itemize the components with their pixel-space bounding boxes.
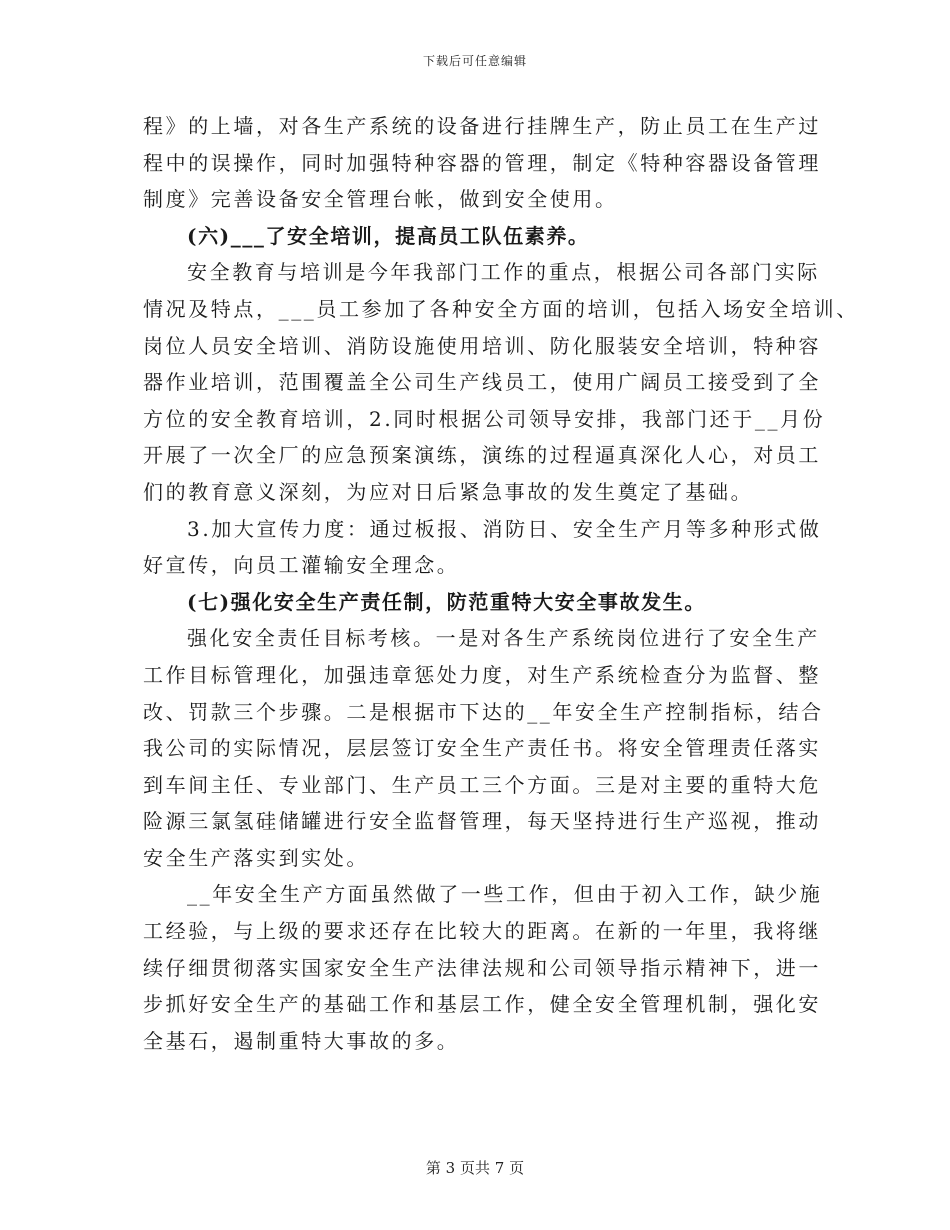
body-text-line: 安全教育与培训是今年我部门工作的重点，根据公司各部门实际 <box>187 260 820 285</box>
body-text-line: 好宣传，向员工灌输安全理念。 <box>143 553 460 578</box>
body-text-line: 岗位人员安全培训、消防设施使用培训、防化服装安全培训，特种容 <box>143 333 821 358</box>
body-text-line: 改、罚款三个步骤。二是根据市下达的__年安全生产控制指标，结合 <box>143 699 824 724</box>
body-text-line: 程中的误操作，同时加强特种容器的管理，制定《特种容器设备管理 <box>143 150 821 175</box>
body-text-line: 方位的安全教育培训，2.同时根据公司领导安排，我部门还于__月份 <box>143 406 826 431</box>
body-text-line: 制度》完善设备安全管理台帐，做到安全使用。 <box>143 187 618 212</box>
body-text-line: 险源三氯氢硅储罐进行安全监督管理，每天坚持进行生产巡视，推动 <box>143 809 821 834</box>
section-heading: (七)强化安全生产责任制，防范重特大安全事故发生。 <box>187 589 706 614</box>
body-text-line: 强化安全责任目标考核。一是对各生产系统岗位进行了安全生产 <box>187 626 820 651</box>
body-text-line: 工经验，与上级的要求还存在比较大的距离。在新的一年里，我将继 <box>143 919 821 944</box>
body-text-line: 步抓好安全生产的基础工作和基层工作，健全安全管理机制，强化安 <box>143 992 821 1017</box>
body-text-line: 全基石，遏制重特大事故的多。 <box>143 1028 460 1053</box>
section-heading: (六)___了安全培训，提高员工队伍素养。 <box>187 223 590 248</box>
body-text-line: 程》的上墙，对各生产系统的设备进行挂牌生产，防止员工在生产过 <box>143 114 821 138</box>
page-number: 第 3 页共 7 页 <box>425 1159 525 1177</box>
document-body <box>143 108 859 1059</box>
body-text-line: 续仔细贯彻落实国家安全生产法律法规和公司领导指示精神下，进一 <box>143 955 821 980</box>
body-text-line: __年安全生产方面虽然做了一些工作，但由于初入工作，缺少施 <box>187 882 823 907</box>
body-text-line: 安全生产落实到实处。 <box>143 845 369 870</box>
body-text-line: 工作目标管理化，加强违章惩处力度，对生产系统检查分为监督、整 <box>143 662 821 687</box>
body-text-line: 情况及特点，___员工参加了各种安全方面的培训，包括入场安全培训、 <box>143 296 859 321</box>
body-text-line: 到车间主任、专业部门、生产员工三个方面。三是对主要的重特大危 <box>143 772 821 797</box>
body-text-line: 器作业培训，范围覆盖全公司生产线员工，使用广阔员工接受到了全 <box>143 370 821 395</box>
body-text-line: 开展了一次全厂的应急预案演练，演练的过程逼真深化人心，对员工 <box>143 443 821 468</box>
header-note: 下载后可任意编辑 <box>422 54 527 68</box>
body-text-line: 3.加大宣传力度：通过板报、消防日、安全生产月等多种形式做 <box>187 516 822 541</box>
body-text-line: 我公司的实际情况，层层签订安全生产责任书。将安全管理责任落实 <box>143 736 821 761</box>
body-text-line: 们的教育意义深刻，为应对日后紧急事故的发生奠定了基础。 <box>143 479 754 504</box>
